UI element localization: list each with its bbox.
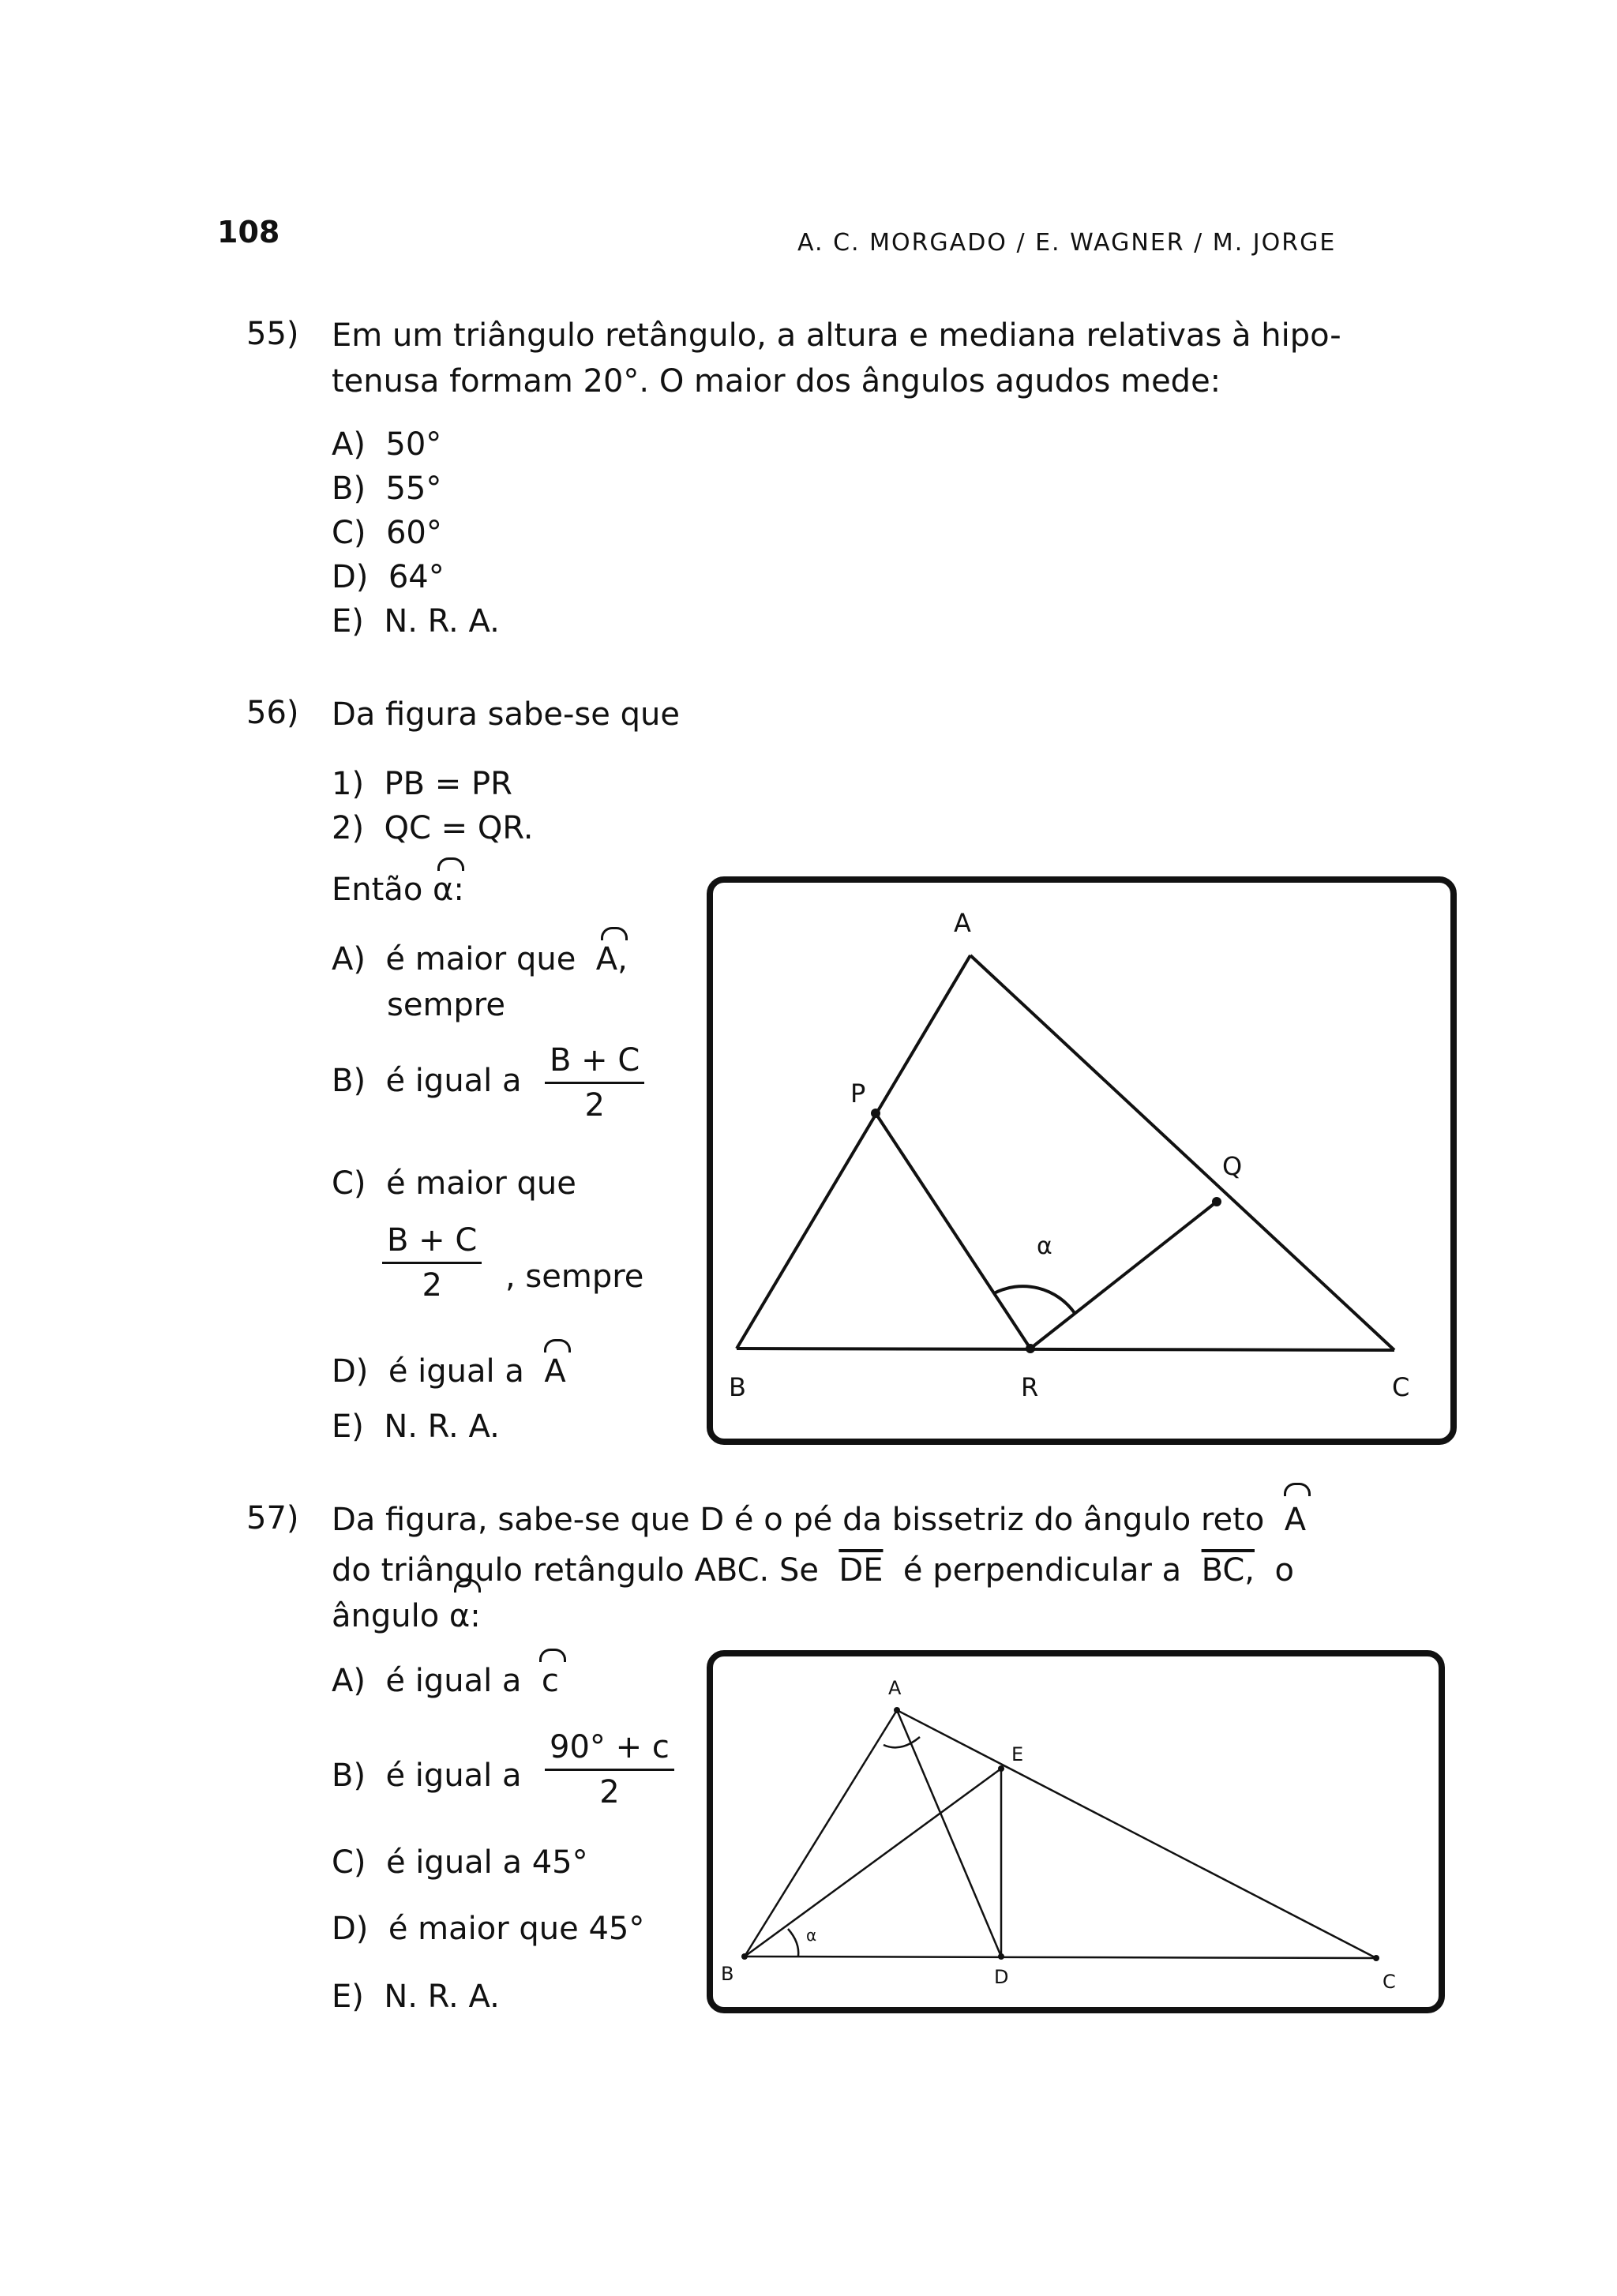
point-c [1373, 1955, 1379, 1961]
q56-then: Então α: [332, 872, 464, 908]
label-b: B [729, 1372, 746, 1402]
q57-option-b-fraction: $\frac{90^\circ + c}{2}$ [545, 1729, 674, 1810]
q55-option-a: A) 50° [332, 426, 442, 463]
side-ac [897, 1710, 1376, 1958]
label-alpha: α [1037, 1232, 1052, 1260]
alpha-hat: α: [433, 872, 464, 908]
q56-option-b-fraction: $\frac{B + C}{2}$ [545, 1042, 644, 1124]
label-a: A [888, 1677, 902, 1699]
q57-option-d: D) é maior que 45° [332, 1911, 645, 1947]
q55-option-c: C) 60° [332, 515, 442, 551]
segment-rq [1030, 1202, 1217, 1349]
q56-figure-frame [707, 876, 1457, 1445]
q56-option-d: D) é igual a A [332, 1353, 566, 1390]
q57-line2: do triângulo retângulo ABC. Se $\overline{DE}$ é perpendicular a BC, o [332, 1552, 1294, 1589]
angle-mark-a [884, 1737, 920, 1747]
q56-option-c-suffix: , sempre [505, 1259, 644, 1295]
q56-option-e: E) N. R. A. [332, 1409, 500, 1445]
q56-intro: Da figura sabe-se que [332, 696, 680, 733]
label-alpha: α [806, 1926, 817, 1945]
label-q: Q [1222, 1151, 1243, 1181]
point-d [998, 1953, 1004, 1960]
q55-option-b: B) 55° [332, 471, 442, 507]
label-a: A [954, 908, 971, 938]
label-e: E [1011, 1743, 1024, 1765]
segment-pr [876, 1113, 1030, 1349]
point-p [871, 1109, 880, 1118]
q55-line2: tenusa formam 20°. O maior dos ângulos agudos mede: [332, 363, 1221, 400]
q57-figure-frame [707, 1650, 1445, 2013]
label-p: P [850, 1079, 866, 1109]
q55-option-d: D) 64° [332, 559, 445, 595]
page-number: 108 [217, 215, 280, 249]
q56-figure [713, 883, 1450, 1439]
alpha-arc [788, 1929, 798, 1956]
label-c: C [1383, 1971, 1396, 1993]
q56-option-a-cont: sempre [387, 987, 505, 1023]
segment-be [745, 1769, 1001, 1956]
q57-line3: ângulo α: [332, 1593, 481, 1639]
q55-option-e: E) N. R. A. [332, 603, 500, 640]
point-e [998, 1765, 1004, 1772]
q57-option-c: C) é igual a 45° [332, 1844, 588, 1881]
q55-number: 55) [246, 316, 299, 352]
q56-option-c-fraction: $\frac{B + C}{2}$ [382, 1222, 482, 1304]
label-r: R [1021, 1372, 1039, 1402]
q57-line1: Da figura, sabe-se que D é o pé da bissetriz do ângulo reto A [332, 1497, 1306, 1543]
side-ab [737, 955, 970, 1349]
q57-number: 57) [246, 1500, 299, 1536]
q56-condition-2: 2) QC = QR. [332, 810, 534, 846]
q57-option-e: E) N. R. A. [332, 1979, 500, 2015]
q56-condition-1: 1) PB = PR [332, 766, 512, 802]
q56-option-c: C) é maior que [332, 1165, 576, 1202]
point-q [1212, 1197, 1221, 1206]
point-a [894, 1707, 900, 1713]
point-b [741, 1953, 748, 1960]
q56-option-b: B) é igual a [332, 1063, 522, 1099]
q55-line1: Em um triângulo retângulo, a altura e mediana relativas à hipo- [332, 317, 1341, 354]
label-c: C [1392, 1372, 1410, 1402]
running-head: A. C. MORGADO / E. WAGNER / M. JORGE [797, 229, 1337, 257]
side-ac [970, 955, 1394, 1350]
q56-option-a: A) é maior que A, [332, 941, 628, 977]
q57-figure [713, 1656, 1439, 2007]
q56-number: 56) [246, 695, 299, 731]
label-b: B [721, 1963, 734, 1985]
q57-option-a: A) é igual a c [332, 1663, 559, 1699]
side-bc [737, 1349, 1394, 1350]
point-r [1026, 1344, 1035, 1353]
side-ab [745, 1710, 897, 1956]
q57-option-b: B) é igual a [332, 1758, 522, 1794]
side-bc [745, 1956, 1376, 1958]
label-d: D [994, 1966, 1009, 1988]
